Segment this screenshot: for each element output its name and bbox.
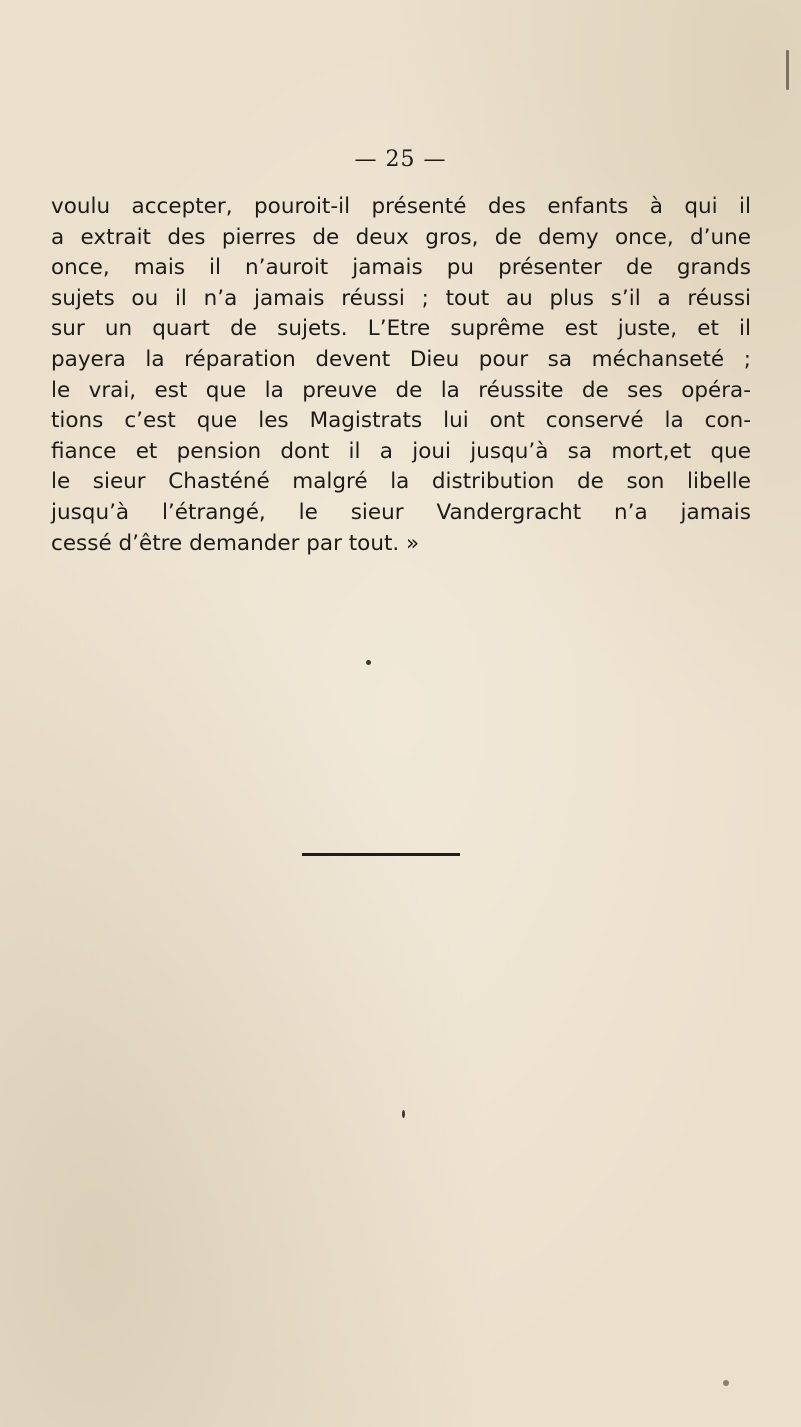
text-line: jusqu’à l’étrangé, le sieur Vandergracht n’a jamais — [51, 499, 751, 525]
text-line: le sieur Chasténé malgré la distribution de son libelle — [51, 469, 751, 495]
text-line: le vrai, est que la preuve de la réussite de ses opéra- — [51, 377, 751, 403]
body-text — [51, 192, 751, 559]
section-divider — [302, 853, 460, 856]
text-line: a extrait des pierres de deux gros, de demy once, d’une — [51, 224, 751, 250]
text-line: voulu accepter, pouroit-il présenté des enfants à qui il — [51, 194, 751, 219]
paper-speck — [366, 660, 371, 665]
paper-speck — [786, 50, 789, 90]
text-line: tions c’est que les Magistrats lui ont conservé la con- — [51, 408, 751, 434]
paper-speck — [723, 1380, 729, 1386]
text-line: sujets ou il n’a jamais réussi ; tout au plus s’il a réussi — [51, 285, 751, 311]
text-line: once, mais il n’auroit jamais pu présenter de grands — [51, 255, 751, 281]
text-line: sur un quart de sujets. L’Etre suprême est juste, et il — [51, 316, 751, 342]
paper-speck — [402, 1110, 405, 1118]
text-line: cessé d’être demander par tout. » — [51, 530, 420, 556]
text-line: payera la réparation devent Dieu pour sa méchanseté ; — [51, 346, 751, 372]
text-line: fiance et pension dont il a joui jusqu’à sa mort,et que — [51, 438, 751, 464]
page-number: — 25 — — [354, 147, 447, 172]
